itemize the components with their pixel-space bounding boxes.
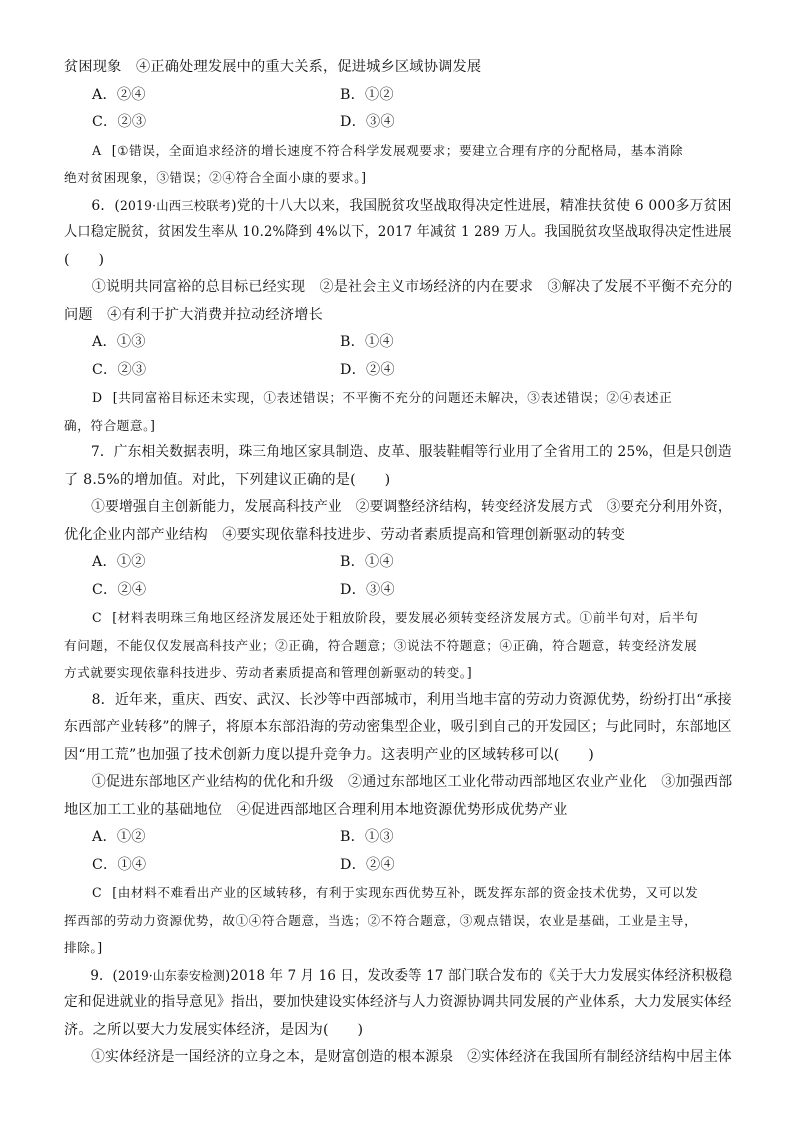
q6-answer: D: [92, 390, 103, 405]
q8-stem: 8．近年来，重庆、西安、武汉、长沙等中西部城市，利用当地丰富的劳动力资源优势，纷纷打出“承接: [91, 691, 732, 708]
q7-stem-cont: 了 8.5%的增加值。对此，下列建议正确的是( ): [64, 471, 391, 488]
q7-stem: 7．广东相关数据表明，珠三角地区家具制造、皮革、服装鞋帽等行业用了全省用工的 25%，但是只创造: [90, 444, 732, 460]
q7-explanation-cont-1: 有问题，不能仅仅发展高科技产业；②正确，符合题意；③说法不符题意；④正确，符合题意，转变经济发展: [64, 637, 698, 653]
q9-statements: ①实体经济是一国经济的立身之本，是财富创造的根本源泉 ②实体经济在我国所有制经济结构中居主体: [91, 1049, 732, 1065]
q8-explanation-cont-2: 排除。]: [64, 940, 103, 955]
q7-explanation: [64, 604, 732, 632]
q8-answer: C: [92, 885, 103, 900]
q7-choice-d: D．③④: [340, 581, 395, 598]
q6-explanation: [64, 384, 732, 412]
q6-stem: [64, 192, 732, 220]
q5-choices-cd: [64, 109, 732, 137]
q5-choice-b: B．①②: [340, 86, 394, 103]
q5-choice-c: C．②③: [92, 114, 147, 130]
q8-explanation: [64, 879, 732, 907]
q8-choice-c: C．①④: [92, 856, 147, 873]
q6-number: 6．(: [91, 197, 121, 214]
q7-choices-ab: [64, 549, 732, 577]
q5-choice-d: D．③④: [340, 114, 395, 130]
q9-stem-cont-1: 定和促进就业的指导意见》指出，要加快建设实体经济与人力资源协调共同发展的产业体系，大力发展实体经: [64, 994, 732, 1010]
q7-answer: C: [92, 610, 103, 625]
q8-choice-d: D．②④: [340, 856, 395, 873]
q7-choices-cd: [64, 577, 732, 605]
q9-stem: [64, 962, 733, 990]
q5-explanation-text: [①错误，全面追求经济的增长速度不符合科学发展观要求；要建立合理有序的分配格局，基本消除: [111, 142, 684, 158]
q8-stem-cont-2: 因“用工荒”也加强了技术创新力度以提升竞争力。这表明产业的区域转移可以( ): [64, 746, 594, 763]
q6-choice-a: A．①③: [92, 334, 146, 350]
q8-explanation-cont-1: 挥西部的劳动力资源优势，故①④符合题意，当选；②不符合题意，③观点错误，农业是基础，工业是主导，: [64, 912, 698, 928]
q7-choice-c: C．②④: [92, 581, 147, 598]
q9-text: )2018 年 7 月 16 日，发改委等 17 部门联合发布的《关于大力发展实体经济积极稳: [225, 967, 733, 984]
q7-explanation-cont-2: 方式就要实现依靠科技进步、劳动者素质提高和管理创新驱动的转变。]: [64, 665, 473, 680]
q8-choice-b: B．①③: [340, 829, 394, 845]
q8-explanation-text: [由材料不难看出产业的区域转移，有利于实现东西优势互补，既发挥东部的资金技术优势，又可以发: [112, 885, 699, 900]
q5-answer: A: [92, 142, 102, 158]
q5-option-line-end: 贫困现象 ④正确处理发展中的重大关系，促进城乡区域协调发展: [64, 59, 482, 75]
q9-stem-cont-2: 济。之所以要大力发展实体经济，是因为( ): [64, 1021, 364, 1038]
q8-statements: ①促进东部地区产业结构的优化和升级 ②通过东部地区工业化带动西部地区农业产业化 ③加强西部: [91, 774, 733, 790]
q8-choice-a: A．①②: [92, 829, 146, 845]
q6-source: 2019·山西三校联考: [120, 197, 232, 213]
q6-choice-b: B．①④: [340, 334, 394, 350]
q8-choices-cd: [64, 852, 732, 880]
q6-choices-cd: [64, 357, 732, 385]
q7-choice-b: B．①④: [340, 554, 394, 570]
q8-stem-cont-1: 东西部产业转移”的牌子，将原本东部沿海的劳动密集型企业，吸引到自己的开发园区；与此同时，东部地区: [64, 719, 732, 735]
q6-stem-cont: 人口稳定脱贫，贫困发生率从 10.2%降到 4%以下，2017 年减贫 1 289 万人。我国脱贫攻坚战取得决定性进展: [64, 224, 732, 240]
q6-explanation-cont: 确，符合题意。]: [64, 417, 156, 433]
q9-number: 9．(: [90, 967, 118, 984]
q6-explanation-text: [共同富裕目标还未实现，①表述错误；不平衡不充分的问题还未解决，③表述错误；②④表述正: [112, 390, 673, 405]
q6-choice-d: D．②④: [340, 361, 395, 378]
q8-choices-ab: [64, 824, 732, 852]
q6-choice-c: C．②③: [92, 361, 147, 378]
q6-statements-cont: 问题 ④有利于扩大消费并拉动经济增长: [64, 306, 323, 323]
document-page: [64, 54, 732, 1072]
q7-choice-a: A．①②: [92, 554, 146, 570]
q5-explanation-cont: 绝对贫困现象，③错误；②④符合全面小康的要求。]: [64, 170, 367, 185]
q6-choices-ab: [64, 329, 732, 357]
q6-blank: ( ): [64, 251, 105, 268]
q7-explanation-text: [材料表明珠三角地区经济发展还处于粗放阶段，要发展必须转变经济发展方式。①前半句对，后半句: [112, 610, 699, 625]
q6-statements: ①说明共同富裕的总目标已经实现 ②是社会主义市场经济的内在要求 ③解决了发展不平衡不充分的: [91, 279, 733, 295]
q7-statements-cont: 优化企业内部产业结构 ④要实现依靠科技进步、劳动者素质提高和管理创新驱动的转变: [64, 526, 626, 543]
q5-choices-ab: [64, 82, 732, 110]
q8-statements-cont: 地区加工工业的基础地位 ④促进西部地区合理利用本地资源优势形成优势产业: [64, 801, 568, 818]
q9-source: 2019·山东泰安检测: [117, 967, 226, 983]
q6-text: )党的十八大以来，我国脱贫攻坚战取得决定性进展，精准扶贫使 6 000多万贫困: [231, 197, 732, 214]
q7-statements: ①要增强自主创新能力，发展高科技产业 ②要调整经济结构，转变经济发展方式 ③要充分利用外资，: [91, 499, 732, 515]
q5-choice-a: A．②④: [92, 86, 146, 103]
q5-explanation: [64, 137, 732, 165]
